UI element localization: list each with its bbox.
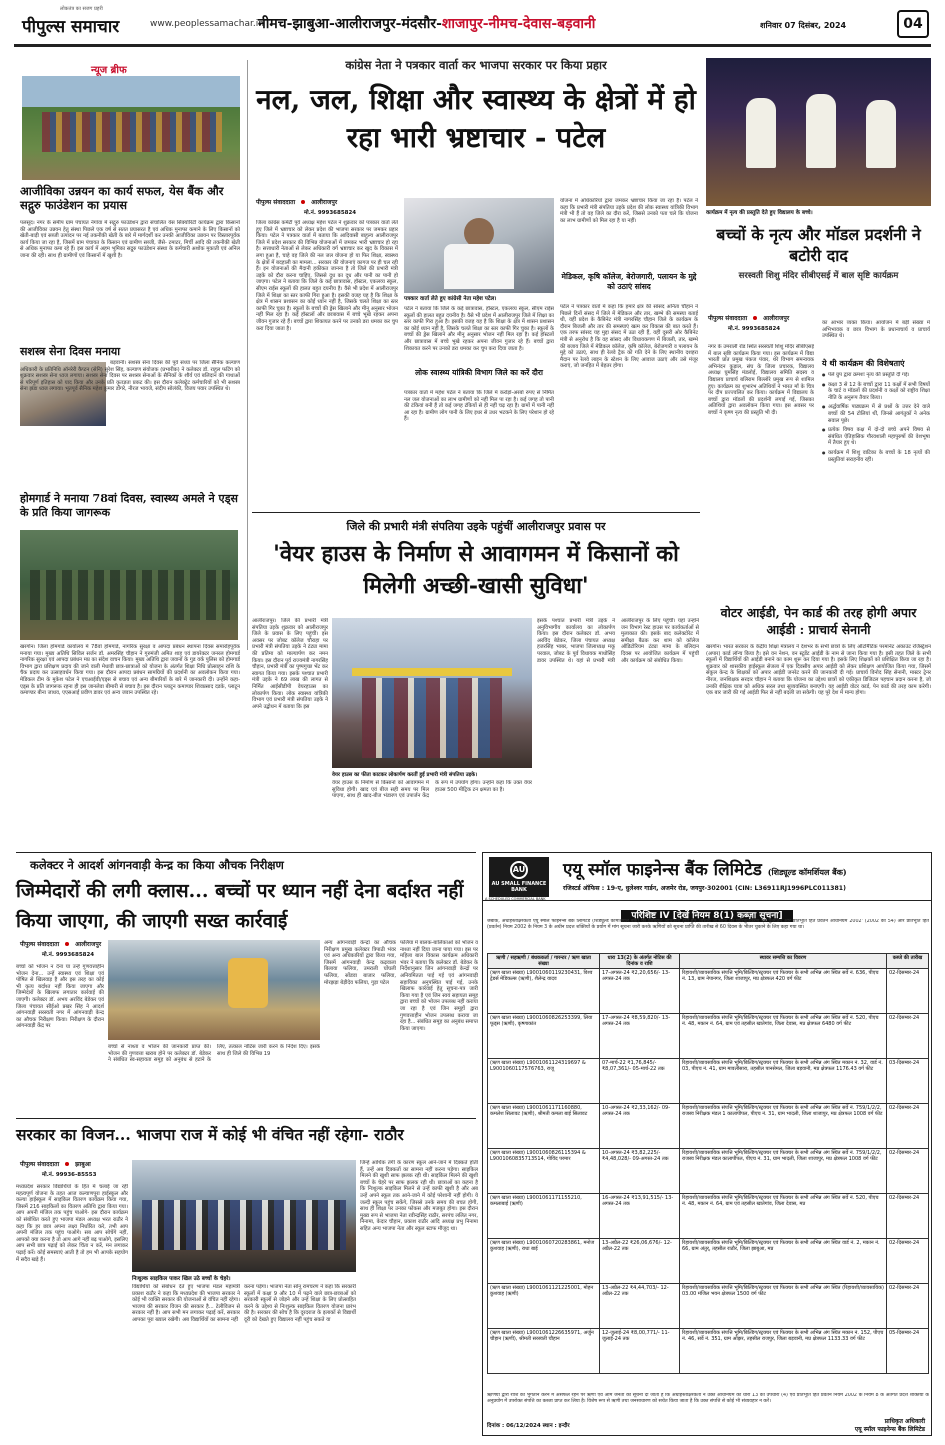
notice-cell-property: रिहायशी/व्यावसायिक संपत्ति भूमि/बिल्डिंग/स्ट्रक्चर एवं फिक्चर के सभी अभिन्न अंग स्थित वार्ड नं. 2, मकान नं. 66, ग्राम अंतुर्, तहसील राठौर, जिला झाबुआ, मप्र — [680, 1239, 887, 1284]
story-apaar-id — [706, 604, 931, 846]
notice-cell-borrower: (ऋण खाता संख्या) L9001061171160880, कमलेश सिलावट (ऋणी), श्रीमती कमला बाई सिलावट — [488, 1104, 600, 1149]
notice-cell-notice: 16-अगस्त-24 ₹13,91,515/- 13-अगस्त-24 तक — [600, 1194, 680, 1239]
notice-cell-notice: 07-मार्च-22 ₹1,76,845/- ₹8,07,361/- 05-मार्च-22 तक — [600, 1059, 680, 1104]
story4-body-col3: करना पड़ेगा। भाजपा नेता सोनू रामचरण ने कहा कि सरकारी स्कूलों में कक्षा 9 और 10 में पढ़ने वाले छात्र-छात्राओं को सरकारी स्कूलों से जोड़ने और उन्हें शिक्षा के लिए प्रोत्साहित करने के उद्देश्य से निःशुल्क साइकिल वितरण योजना प्रारंभ की है। सरकार की सोच है कि दूरदराज के इलाकों से विद्यार्थी दूरी को देखते हुए विद्यालय नहीं पहुंच सकते या — [244, 1284, 356, 1323]
notice-cell-borrower: (ऋण खाता संख्या) L9001060826253399, लिया फूड्स (ऋणी), कृष्णाकांत — [488, 1014, 600, 1059]
story2-kicker: जिले की प्रभारी मंत्री संपतिया उइके पहुंचीं आलीराजपुर प्रवास पर — [346, 520, 606, 533]
story1-mobile: मो.नं. 9993685824 — [304, 210, 357, 216]
story-children-dance — [706, 58, 931, 608]
section-rule-2 — [16, 852, 476, 853]
news-brief-column — [16, 56, 242, 913]
story1-body-col3: योजना में अधिकारियों द्वारा जमकर भ्रष्टाचार किया जा रहा है। पटेल ने कहा कि प्रभारी मंत्री संपतिया उइके प्रदेश की लोक स्वास्थ्य यांत्रिकी विभाग मंत्री भी हैं तो वह जिले का दौरा करें, जिससे उनको पता चले कि योजना का लाभ ग्रामीणों को मिल रहा है या नहीं। — [560, 198, 698, 224]
notice-cell-property: रिहायशी/व्यावसायिक संपत्ति भूमि/बिल्डिंग/स्ट्रक्चर एवं फिक्चर के सभी अभिन्न अंग स्थित सर्वे नं. 520, पीएच नं. 48, मकान नं. 64, ग्राम एवं तहसील खातेगांव, जिला देवास, मप्र क्षेत्रफल 6480 वर्ग फीट — [680, 1014, 887, 1059]
apaar-body: खरगोन। भारत सरकार के केंद्रीय शिक्षा मंत्रालय ने देशभर के सभी छात्रों के लिए ऑटोमैटिक परमानेंट अकाउंट रजिस्ट्रेशन (अपार) कार्ड लॉन्च किया है। इसे वन नेशन, वन स्टूडेंट आईडी के नाम से जाना किया गया है। इसी तहत जिले के सभी स्कूलों में विद्यार्थियों की आईडी बनाने का काम शुरू कर दिया गया है। इसके लिए शिक्षकों को प्रशिक्षित किया जा रहा है। शुक्रवार को शासकीय हाईस्कूल सेजला में एक दिवसीय अपार आईडी को लेकर प्रशिक्षण आयोजित किया गया, जिसमें संकुल केन्द्र के शिक्षकों को अपार आईडी जनरेट करने की जानकारी दी गई। प्राचार्य विनोद सिंह सेनानी, मास्टर ट्रेनर नीरज, जनशिक्षक सरदार चौहान ने बताया कि योजना का उद्देश्य छात्रों को एकीकृत डिजिटल पहचान प्रदान करना है, जो उनकी शैक्षिक यात्रा को अधिक सरल तथा सुव्यवस्थित बनाएगी। यह आईडी वोटर कार्ड, पेन कार्ड की तरह काम करेगी। एक बार जारी की गई आईडी फिर से नहीं बदली जा सकेगी। यह पूरे देश में मान्य होगा। — [706, 644, 931, 697]
feature-bullet: ● अर्द्धवार्षिक पाठ्यक्रम में से प्रश्नों के उत्तर देने वाले बच्चों की 54 टोलियां थीं, जिनसे आगंतुकों ने अनेक सवाल पूछे। — [822, 404, 930, 424]
notice-row — [488, 1059, 929, 1104]
story1-body-col3b: पटेल ने पत्रकार वार्ता में कहा कि हमारे क्षेत्र की सांसद अनिता चौहान ने पिछले दिनों संसद में जिले में मेडिकल और तार, खम्भे की समस्या बताई थी, वहीं प्रदेश के कैबिनेट मंत्री नागरसिंह चौहान जिले के कार्यक्रम के दौरान बिजली और तार की समस्याएं खत्म कर विकास की बात करते हैं। एक तरफ सांसद यह मुद्दा संसद में उठा रही हैं, वहीं दूसरी ओर कैबिनेट मंत्री से अनुरोध है कि वह सांसद और विधायकगण में बिजली, तार, खम्भे की बजाय जिले में मेडिकल कॉलेज, कृषि कॉलेज, बेरोजगारी व पलायन के मुद्दे को उठाएं, साथ ही रेलवे ट्रैक को गति देने के लिए स्थानीय दशहरा मैदान पर रेलवे लाइन के स्टेशन के लिए आवाज उठाएं और उसे मंजूर कराएं, जो जनहित में बेहतर होगा। — [560, 304, 698, 370]
notice-row — [488, 1149, 929, 1194]
edition-cities-2: शाजापुर-नीमच-देवास-बड़वानी — [441, 16, 596, 32]
dance-mobile: मो.नं. 9993685824 — [728, 326, 781, 332]
au-bank-logo-sub: A SCHEDULED COMMERCIAL BANK — [485, 897, 546, 901]
story3-body-col4: फलिया में बालक-बालिकाओं को भोजन व नाश्ता नहीं दिया जाना पाया गया। इस पर महिला बाल विकास कार्यक्रम अधिकारी भंवर ने बताया कि कलेक्टर डॉ. बेडेकर के निर्देशानुसार जिन आंगनवाड़ी केन्द्रों पर अनियमितता पाई गई एवं आंगनवाड़ी सहायिका अनुपस्थित पाई गई, उनके खिलाफ कार्रवाई हेतु सूचना-पत्र जारी किया गया है एवं जिन स्वयं सहायता समूह द्वारा बच्चों को भोजन उपलब्ध नहीं कराया जा रहा है एवं जिन समूहों द्वारा गुणवत्ताहीन भोजन उपलब्ध कराया जा रहा है... संबंधित समूह का अनुबंध समाप्त किया जाएगा। — [400, 940, 478, 1032]
story3-body-col2: बच्चों से नाश्ता व भोजन की जानकारी प्राप्त की। भोजन की गुणवत्ता खराब होने पर कलेक्टर डॉ. बेडेकर ने संबंधित स्व-सहायता समूह को अनुबंध से हटाने के लिए, तत्काल नोटिस जारी करने के निर्देश दिए। इसके साथ ही जिले की विभिन्न 19 — [108, 1044, 320, 1064]
dance-photo-caption: कार्यक्रम में नृत्य की प्रस्तुति देते हुए विद्यालय के बच्चे। — [706, 210, 813, 216]
story4-byline: पीपुल्स संवाददाता झाबुआ — [20, 1161, 91, 1168]
story1-byline: पीपुल्स संवाददाता आलीराजपुर — [256, 199, 338, 206]
masthead-logo: पीपुल्स समाचार — [22, 17, 120, 37]
story-corruption — [252, 58, 700, 508]
brief2-headline: सशस्त्र सेना दिवस मनाया — [20, 345, 121, 358]
story2-caption: वेयर हाउस का फीता काटकर लोकार्पण करतीं हुईं प्रभारी मंत्री संपतिया उइके। — [332, 772, 478, 778]
children-dance-photo — [706, 58, 931, 206]
story4-body-col2: विद्यार्थियों को संबोधन देते हुए भाजपा मंडल महामंत्री प्रकाश राठौर ने कहा कि मध्यप्रदेश की भाजपा सरकार ने कोई भी व्यक्ति सरकार की योजनाओं से वंचित नहीं रहेगा। भाजपा की सरकार विजन की सरकार है... टेलीविजन से सरकार नहीं है। आप सभी मन लगाकर पढ़ाई करें, सरकार आपका पूरा ख्याल रखेगी। अब विद्यार्थियों का सामना नहीं — [132, 1284, 240, 1323]
notice-row — [488, 1194, 929, 1239]
notice-cell-property: रिहायशी/व्यावसायिक संपत्ति भूमि/बिल्डिंग/स्ट्रक्चर एवं फिक्चर के सभी अभिन्न अंग स्थित (रिहायशी/व्यावसायिक) 03.00 मंजिल भवन क्षेत्रफल 1500 वर्ग फीट — [680, 1284, 887, 1329]
notice-header-date: कब्जे की तारीख — [887, 954, 929, 969]
notice-cell-borrower: (ऋण खाता संख्या) L9001061171155210, कमलाबाई (ऋणी) — [488, 1194, 600, 1239]
au-bank-address: रजिस्टर्ड ऑफिस : 19-ए, धुलेश्वर गार्डन, अजमेर रोड, जयपुर-302001 (CIN: L36911RJ1996PLC011381) — [563, 885, 846, 892]
brief3-body: खरगोन। जिला होमगार्ड कार्यालय में 78वां होमगार्ड, नागरिक सुरक्षा व आपदा प्रबंधन स्थापना दिवस समारोहपूर्वक मनाया गया। मुख्य अतिथि सिविल सर्जन डॉ. अमरसिंह चौहान ने गुरुमंजी अमित शाह एवं डायरेक्टर जनरल होमगार्ड नागरिक सुरक्षा एवं आपदा प्रबंधन मप्र का संदेश वाचन किया। मुख्य अतिथि द्वारा जवानों के गुड वर्क पुलिस को होमगार्ड विभाग द्वारा प्रशिक्षण प्रदाय की जाने वाली मेधावी छात्र-छात्राओं को योजना के अंतर्गत शिक्षा निधि प्रोत्साहन राशि के चैक प्रदाय कर उत्साहवर्धन किया गया। इस दौरान आपदा प्रबंधन सामग्रियों की प्रदर्शनी का अवलोकन किया गया। मेडिकल टीम के मुकेश पटेल ने एचआईवी/एड्स से बचाव एवं अन्य बीमारियों के बारे में जानकारी दी। उन्होंने कहा- एड्स के प्रति जागरूक रहना ही इस जानलेवा बीमारी से बचाव है। इस दौरान प्लाटून कमाण्डर शिवप्रसाद दडके, प्लाटून कमाण्डर बीना जाधव, एएसआई प्रवीण डावर एवं अन्य जवान उपस्थित रहे। — [20, 644, 240, 697]
notice-cell-borrower: (ऋण खाता संख्या) L9001060720283861, मनोज कुशवाह (ऋणी), राधा बाई — [488, 1239, 600, 1284]
notice-cell-date: 05-दिसम्बर-24 — [887, 1329, 929, 1374]
notice-row — [488, 1014, 929, 1059]
story4-mobile: मो.नं. 99936-85553 — [42, 1172, 97, 1178]
edition-cities-1: नीमच-झाबुआ-आलीराजपुर-मंदसौर- — [258, 16, 442, 32]
masthead-website[interactable]: www.peoplessamachar.in — [150, 19, 264, 29]
notice-cell-notice: 10-अगस्त-24 ₹3,82,225/- ₹4,48,028/- 09-अगस्त-24 तक — [600, 1149, 680, 1194]
story1-subhead-college: मेडिकल, कृषि कॉलेज, बेरोजगारी, पलायन के मुद्दे को उठाएं सांसद — [561, 272, 697, 291]
au-bank-logo: AU AU SMALL FINANCE BANK — [489, 857, 549, 897]
story3-body-col1: बच्चों को भोजन न देना या उन्हें गुणवत्ताहीन भोजन देना... उन्हें स्वास्थ्य एवं शिक्षा एवं पोषित से खिलवाड़ है और इस तरह का कोई भी कृत्य बर्दाश्त नहीं किया जाएगा और जिम्मेदारों के खिलाफ लगातार कार्रवाई की जाएगी। कलेक्टर डॉ. अभय अरविंद बेडेकर एवं जिला पंचायत सीईओ प्रखर सिंह ने आदर्श आंगनवाड़ी सरस्वती नगर में आंगनवाड़ी केन्द्र का औचक निरीक्षण किया। निरीक्षण के दौरान आंगनवाड़ी केंद्र पर — [16, 964, 104, 1030]
notice-place-date: दिनांक : 06/12/2024 स्थान : इन्दौर — [487, 1423, 570, 1429]
brief2-body: बड़वानी। सशस्त्र सेना दिवस की पूर्व संध्या पर जिला सैनिक कल्याण अधिकारी के प्रतिनिधि ऑनरेरी कैप्टन (सेनि) सुरेश सिंह, कल्याण संयोजक (प्रभारीक) ने कलेक्टर डॉ. राहुल फटिंग को शुक्रवार सशस्त्र सेना ध्वज लगाया। सशस्त्र सेना दिवस पर सशस्त्र सेनाओं के सैनिकों के शौर्य एवं बलिदान की गाथाओं से परिपूर्ण इतिहास को याद किया और उनके प्रति कृतज्ञता प्रकट की। इस दौरान कलेक्ट्रेट कर्मचारियों को भी सशस्त्र सेना झंडा ध्वज लगाया। भूतपूर्व सैनिक महेश कुमार डोंगरे, नीरज भायजे, संदीप सोलंकी, विजय पवार उपस्थित थे। — [20, 360, 240, 393]
bullet-dot-icon: ● — [822, 427, 826, 433]
column-divider — [247, 60, 248, 650]
notice-table — [487, 953, 929, 1374]
notice-cell-date: 02-दिसम्बर-24 — [887, 1149, 929, 1194]
notice-row — [488, 1239, 929, 1284]
bullet-dot-icon: ● — [822, 381, 826, 387]
feature-bullet: ● पेले ग्रुप द्वारा क्रमशः नृत्य की प्रस्तुति दी गई। — [822, 372, 910, 378]
notice-cell-notice: 17-अगस्त-24 ₹8,59,820/- 13-अगस्त-24 तक — [600, 1014, 680, 1059]
notice-cell-notice: 13-अप्रैल-22 ₹4,44,703/- 12-अप्रैल-22 तक — [600, 1284, 680, 1329]
story2-body-left: आलीराजपुर। जिले की प्रभारी मंत्री संपतिया उइके शुक्रवार को आलीराजपुर जिले के प्रवास के लिए पहुंचीं। इस अवसर पर जोबट कॉलेज चौराहा पर प्रभारी मंत्री संपतिया उइके ने टंट्या मामा की प्रतिमा को माल्यार्पण कर नमन किया। इस दौरान पूर्व राज्यमंत्री नागरसिंह चौहान, प्रभारी मंत्री का पुष्पगुच्छ भेंट कर स्वागत किया गया। इसके पश्चात प्रभारी मंत्री उइके ने 69 लाख की लागत से निर्मित आईसीडीपी वेयरहाउस का लोकार्पण किया। लोक स्वास्थ्य यांत्रिकी विभाग एवं प्रभारी मंत्री संपतिया उइके ने अपने उद्बोधन में बताया कि इस — [252, 618, 328, 710]
dance-kicker: सरस्वती शिशु मंदिर सीबीएसई में बाल सृष्टि कार्यक्रम — [738, 271, 899, 281]
dance-features-list — [822, 372, 930, 608]
notice-header-borrower: ऋणी / सहऋणी / बंधककर्ता / गारन्टर / ऋण खाता संख्या — [488, 954, 600, 969]
feature-bullet: ● कार्यक्रम में शिशु वाटिका के बच्चों के 18 नृत्यों की प्रस्तुतियां सराहनीय रहीं। — [822, 449, 930, 463]
notice-cell-date: 02-दिसम्बर-24 — [887, 1284, 929, 1329]
notice-cell-date: 02-दिसम्बर-24 — [887, 1194, 929, 1239]
masthead — [0, 0, 945, 52]
press-conference-photo — [404, 198, 554, 293]
notice-row — [488, 969, 929, 1014]
notice-cell-property: रिहायशी/व्यावसायिक संपत्ति भूमि/बिल्डिंग/स्ट्रक्चर एवं फिक्चर के सभी अभिन्न अंग स्थित सर्वे नं. 520, पीएच नं. 48, मकान नं. 64, ग्राम एवं तहसील खातेगांव, जिला देवास, मप्र — [680, 1194, 887, 1239]
bicycle-distribution-photo — [132, 1160, 356, 1272]
story3-headline: जिम्मेदारों की लगी क्लास... बच्चों पर ध्यान नहीं देना बर्दाश्त नहीं किया जाएगा, की जाएगी सख्त कार्रवाई — [16, 880, 464, 932]
au-logo-icon: AU — [510, 861, 528, 879]
story1-body-col1: जिला कांग्रेस कमेटी पूर्व अध्यक्ष महेश पटेल ने शुक्रवार को पत्रकार वार्ता लेते हुए जिले में भ्रष्टाचार को लेकर प्रदेश की भाजपा सरकार पर जमकर प्रहार किया। पटेल ने पत्रकार वार्ता में बताया कि आदिवासी बाहुल्य आलीराजपुर जिले में प्रदेश सरकार की विभिन्न योजनाओं में जमकर भारी भ्रष्टाचार हो रहा है। सत्ताधारी नेताओं से लेकर अधिकारी वर्ग भ्रष्टाचार कर खुद के विकास में लगा हुआ है, चाहे वह जिले की नल जल योजना हो या फिर शिक्षा, स्वास्थ्य के क्षेत्रों में बदहाली का मामला... सरकार की योजनाएं कागज पर ही चल रही हैं। इन योजनाओं की मैदानी हकीकत जानना है तो जिले की प्रभारी मंत्री उइके को दौरा करना चाहिए, जिससे दूध का दूध और पानी का पानी हो जाएगा। पटेल ने बताया कि जिले के कई छात्रावास, हॉस्टल, एकलव्य स्कूल, सीएम राईस स्कूलों की हालत बहुत दयनीय है। वैसे भी प्रदेश में आलीराजपुर जिले में शिक्षा का स्तर काफी गिरा हुआ है। इसकी वजह यह है कि शिक्षा के क्षेत्र में शासन प्रशासन का कोई ध्यान नहीं है, जिसके चलते शिक्षा का स्तर काफी गिर चुका है। स्कूलों के बच्चों की ड्रेस खिलाने और मीनू अनुसार भोजन नहीं मिल रहा है। कई हॉस्टलों और छात्रावास में बच्चे भूखे रहकर अपना जीवन गुजार रहे हैं। बच्चों द्वारा शिकायत करने पर उनको डरा धमका कर चुप करा दिया जाता है। — [256, 220, 398, 332]
notice-row — [488, 1284, 929, 1329]
notice-cell-notice: 10-अगस्त-24 ₹2,33,162/- 09-अगस्त-24 तक — [600, 1104, 680, 1149]
story4-caption: निःशुल्क साइकिल पाकर खिल उठे बच्चों के चेहरे। — [132, 1276, 231, 1282]
section-rule-3 — [16, 1118, 476, 1119]
notice-cell-borrower: (ऋण खाता संख्या) L9001061124319697 & L9001060117576763, राजू — [488, 1059, 600, 1104]
story4-body-col1: मध्यप्रदेश सरकार विद्यार्थियों के हित में चलाई जा रही महत्वपूर्ण योजना के तहत आज कल्याणपुरा हाईस्कूल और कल्या हाईस्कूल में साइकिल वितरण कार्यक्रम किया गया, जिसमें 216 साइकिलों का वितरण अतिथि द्वारा किया गया। आप अपनी मंजिल तक पहुंच पाओगे- इस दौरान कार्यक्रम को संबोधित करते हुए भाजपा मंडल अध्यक्ष भरत राठौर ने कहा कि हर छात्र अपना लक्ष्य निर्धारित करे, तभी आप अपनी मंजिल तक पहुंच पाओगे। सब आप सोचेंगे नहीं, आपको क्या करना है तो आप आगे नहीं बढ़ पाओगे, इसलिए आप सभी छात्र पढ़ाई को लेकर चिंता न करें, मन लगाकर पढ़ाई करें। कोई समस्याएं आती है तो हम भी आपके सहयोग में सदैव खड़े हैं। — [16, 1184, 128, 1263]
apaar-headline: वोटर आईडी, पेन कार्ड की तरह होगी अपार आईडी : प्राचार्य सेनानी — [720, 605, 917, 637]
bullet-dot-icon: ● — [822, 372, 826, 377]
homeguard-day-photo — [20, 530, 238, 640]
story4-body-col4: जिन्हें आर्थिक तंगी के कारण स्कूल आने-जाने में दिक्कतें होती हैं, उन्हें अब दिक्कतों का सामना नहीं करना पड़ेगा। साइकिल मिलने की खुशी साफ झलक रही थी। साइकिल मिलने की खुशी बच्चों के चेहरे पर साफ झलक रही थी। छात्राओं का कहना है कि निःशुल्क साइकिल मिलने से उन्हें काफी खुशी है और अब उन्हें अपने स्कूल तक आने-जाने में कोई परेशानी नहीं होगी। ये जल्दी स्कूल पहुंच सकेंगे, जिससे उनके समय की बचत होगी, साथ ही शिक्षा पर उनका फोकस और मजबूत होगा। इस दौरान मुख्य रूप से भाजपा नेता रवीन्द्रसिंह राठौर, सरपंच ललित नगर, निनामा, केदार चौहान, प्रकाश राठौर आदि अध्यक्ष प्रभु निनामा सहित अन्य भाजपा नेता और स्कूल स्टाफ मौजूद था। — [360, 1160, 478, 1232]
notice-signatory: प्राधिकृत अधिकारी एयू स्मॉल फाइनेन्स बैंक लिमिटेड — [854, 1418, 925, 1433]
dance-body-col2: का आभार व्यक्त किया। आयोजन में बड़ी संख्या में अभिभावक व छात्र विभाग के प्रधानाचार्य व प्राचार्य उपस्थित थे। — [822, 320, 930, 340]
story3-byline: पीपुल्स संवाददाता आलीराजपुर — [20, 941, 102, 948]
notice-row — [488, 1104, 929, 1149]
story1-headline: नल, जल, शिक्षा और स्वास्थ्य के क्षेत्रों में हो रहा भारी भ्रष्टाचार - पटेल — [256, 83, 696, 154]
masthead-date: शनिवार 07 दिसंबर, 2024 — [760, 21, 847, 30]
story2-body-right: इसके पश्चात प्रभारी मंत्री उइके ने अनुविभागीय कार्यालय का लोकार्पण किया। इस दौरान कलेक्टर डॉ. अभय अरविंद बेडेकर, जिला पंचायत अध्यक्ष हजरसिंह भाबर, भाजपा जिलाध्यक्ष मकू परवाल, जोबट के पूर्व विधायक माधोसिंह डावर उपस्थित थे। यहां से प्रभारी मंत्री आलीराजपुर के लिए पहुंचीं। यहां उन्होंने जन विभाग रेस्ट हाउस पर कार्यकर्ताओं से मुलाकात की। इसके बाद कलेक्टोरेट में समीक्षा बैठक कर शाम को कॉलेज ऑडिटोरियम टंट्या मामा के बलिदान दिवस पर आयोजित कार्यक्रम में पहुंचीं और कार्यक्रम को संबोधित किया। — [537, 618, 699, 664]
au-bank-header — [483, 853, 931, 901]
notice-cell-borrower: (ऋण खाता संख्या) L9001060826115394 & L9001060835713514, गोविंद परमार — [488, 1149, 600, 1194]
masthead-rule — [14, 44, 931, 47]
masthead-tagline: लोकतंत्र का सजग प्रहरी — [60, 6, 103, 12]
dance-headline: बच्चों के नृत्य और मॉडल प्रदर्शनी ने बटोरी दाद — [716, 225, 921, 265]
au-bank-possession-notice — [482, 852, 932, 1436]
notice-intro: जबकि, अधोहस्ताक्षरकर्ता एयू स्मॉल फाइनेन्स बैंक लिमिटेड (शिड्यूल्ड कॉमर्शियल बैंक) का प्राधिकृत अधिकारी होते हुए 'वित्तीय आस्तियों का प्रतिभूतिकरण एवं पुनर्गठन और प्रतिभूति हित प्रवर्तन अधिनियम 2002' (2002 का 54) और प्रतिभूति हित (प्रवर्तन) नियम 2002 के नियम 3 के अधीन प्रदत्त शक्तियों के प्रयोग में मांग सूचना जारी करके ऋणियों को सूचना प्राप्ति की तारीख से 60 दिवस के भीतर चुकाने के लिए कहा गया था। — [487, 919, 929, 930]
bullet-dot-icon: ● — [822, 449, 826, 455]
notice-header-property: स्थावर सम्पत्ति का विवरण — [680, 954, 887, 969]
notice-cell-notice: 17-अगस्त-24 ₹2,20,656/- 13-अगस्त-24 तक — [600, 969, 680, 1014]
brief1-body: पलसूद। नगर के समीप ग्राम पंचायत नेगांवा में सद्गुरु फाउंडेशन द्वारा संचालित येस सिक्योरिटी कार्यक्रम द्वारा किसानों की आजीविका उन्नयन हेतु संस्था पिछले एक वर्ष से सतत प्रयासरत है एवं अधिक मुनाफा कमाने के लिए किसानों को खेती-बाड़ी एवं सब्जी उत्पादन पर नई तकनीकी खेती के बारे में मार्गदर्शी कर उनकी आजीविका उन्नयन पर विस्तारपूर्वक कार्य किया जा रहा है, जिसमें ग्राम पंचायत के किसान एवं ग्रामीण सब्जी, जैसे- टमाटर, मिर्ची आदि की तकनीकी खेती से अधिक मुनाफा कमा रहे हैं। इस कार्य में अहम भूमिका सद्गुरु फाउंडेशन संस्था के कर्मचारी अशोक मुकाती एवं अनिल जाना की रही। साथ ही ग्रामीणों एवं किसानों में खुशी है। — [20, 220, 240, 259]
story3-body-col3: अन्य आंगनवाड़ी केन्द्रों का औचक निरीक्षण प्रमुख कलेक्टर त्रिपाठी भंवर एवं अन्य अधिकारियों द्वारा किया गया, जिसमें आंगनवाड़ी केन्द्र कढ़वाला बिलाया फलिया, उमराली घोंघली फलिया, सोंडवा बाजार फलिया, मोरझड़ा बेड़ीदेव फलिया, गुड़ा पटेल — [324, 940, 396, 986]
bullet-dot-icon: ● — [822, 404, 826, 410]
story1-body-col2b: पत्रकार वार्ता में महेश पटेल ने बताया कि जिले में करोड़ों-अरबों रुपए से निर्मित नल जल योजनाओं का लाभ ग्रामीणों को नहीं मिल पा रहा है। कई जगह तो पानी की टंकियां बनी हैं तो कई जगह टंकियों से ही नहीं चढ़ रहा है। ग्रामों में पानी नहीं आ रहा है। ग्रामीण लोग पानी के लिए इधर से उधर भटकने के लिए परेशान हो रहे हैं। — [404, 390, 554, 423]
notice-cell-notice: 12-जुलाई-24 ₹8,00,771/- 11-जुलाई-24 तक — [600, 1329, 680, 1374]
page-number: 04 — [897, 10, 929, 38]
news-brief-label: न्यूज ब्रीफ — [91, 65, 127, 76]
story4-headline: सरकार का विजन... भाजपा राज में कोई भी वंचित नहीं रहेगा- राठौर — [16, 1125, 404, 1144]
edition-bar — [258, 14, 595, 33]
notice-cell-borrower: (ऋण खाता संख्या) L9001061121225001, मोहन कुशवाह (ऋणी) — [488, 1284, 600, 1329]
notice-cell-property: रिहायशी/व्यावसायिक संपत्ति भूमि/बिल्डिंग/स्ट्रक्चर एवं फिक्चर के सभी अभिन्न अंग स्थित सर्वे नं. 759/1/2/2, राजस्व निरीक्षक मंडल 1 कालापीपल, पीएच नं. 31, ग्राम भादली, जिला शाजापुर, मप्र क्षेत्रफल 1008 वर्ग फीट — [680, 1104, 887, 1149]
notice-row — [488, 1329, 929, 1374]
notice-cell-date: 02-दिसम्बर-24 — [887, 1239, 929, 1284]
section-rule — [252, 512, 700, 513]
notice-cell-property: रिहायशी/व्यावसायिक संपत्ति भूमि/बिल्डिंग/स्ट्रक्चर एवं फिक्चर के सभी अभिन्न अंग स्थित सर्वे नं. 636, पीएच नं. 13, ग्राम नेपानगर, जिला शाजापुर, मप्र क्षेत्रफल 420 वर्ग फीट — [680, 969, 887, 1014]
notice-header-demand: धारा 13(2) के अंतर्गत नोटिस की दिनांक व राशि — [600, 954, 680, 969]
story1-caption: पत्रकार वार्ता लेते हुए कांग्रेसी नेता महेश पटेल। — [404, 296, 497, 302]
warehouse-inauguration-photo — [332, 618, 532, 768]
anganwadi-inspection-photo — [108, 940, 320, 1040]
notice-cell-property: रिहायशी/व्यावसायिक संपत्ति भूमि/बिल्डिंग/स्ट्रक्चर एवं फिक्चर के सभी अभिन्न अंग स्थित मकान नं. 152, पीएच नं. 46, सर्वे नं. 351, ग्राम ओझर, तहसील राजपुर, जिला बड़वानी, मप्र क्षेत्रफल 1133.33 वर्ग फीट — [680, 1329, 887, 1374]
dance-body-col1: नगर के उमराली रोड स्थित सरस्वती शिशु मंदिर सीबीएसई में बाल सृष्टि कार्यक्रम किया गया। इस कार्यक्रम में विद्या भारती प्रांत प्रमुख पंकज पंवार, थेरे विभाग समन्वयक अभिनंदन कुड़ाल, संघ के जिला प्रचारक, विद्यालय अध्यक्ष घुमसिंह मंडलोई, विद्यालय समिति सदस्य व विद्यालय प्राचार्य बलिराम बिल्लोरे प्रमुख रूप से शामिल हुए। कार्यक्रम का शुभारंभ अतिथियों ने भारत माँ के चित्र पर दीप प्रज्ज्वलित कर किया। कार्यक्रम में विद्यालय के बच्चों द्वारा मॉडलों की प्रदर्शनी लगाई गई, जिसका अतिथियों द्वारा अवलोकन किया गया। इस अवसर पर बच्चों ने कृष्ण नृत्य की प्रस्तुति भी दी। — [708, 344, 814, 416]
notice-cell-date: 02-दिसम्बर-24 — [887, 1104, 929, 1149]
notice-cell-property: रिहायशी/व्यावसायिक संपत्ति भूमि/बिल्डिंग/स्ट्रक्चर एवं फिक्चर के सभी अभिन्न अंग स्थित सर्वे नं. 759/1/2/2, राजस्व निरीक्षक मंडल कालापीपल, पीएच नं. 31, ग्राम भादली, जिला शाजापुर, मप्र क्षेत्रफल 1008 वर्ग फीट — [680, 1149, 887, 1194]
notice-cell-date: 02-दिसम्बर-24 — [887, 969, 929, 1014]
feature-bullet: ● प्रत्येक विषय कक्ष में दो-दो बच्चे अपने विषय से संबंधित ऐतिहासिक गौरवशाली महापुरुषों की वेशभूषा में तैयार हुए थे। — [822, 427, 930, 447]
brief3-headline: होमगार्ड ने मनाया 78वां दिवस, स्वास्थ्य अमले ने एड्स के प्रति किया जागरूक — [20, 492, 238, 519]
dance-byline: पीपुल्स संवाददाता आलीराजपुर — [708, 315, 790, 322]
story1-subhead-phe: लोक स्वास्थ्य यांत्रिकी विभाग जिले का करें दौरा — [415, 368, 543, 377]
notice-title: परिशिष्ट IV [देखें नियम 8(1) कब्ज़ा सूचना] — [483, 903, 931, 922]
notice-cell-date: 03-दिसम्बर-24 — [887, 1059, 929, 1104]
story1-kicker: कांग्रेस नेता ने पत्रकार वार्ता कर भाजपा सरकार पर किया प्रहार — [345, 58, 607, 72]
brief1-headline: आजीविका उन्नयन का कार्य सफल, येस बैंक और सद्गुरु फाउंडेशन का प्रयास — [20, 184, 224, 212]
dance-features-subhead: ये थी कार्यक्रम की विशेषताएं — [822, 358, 905, 368]
story3-kicker: कलेक्टर ने आदर्श आंगनवाड़ी केन्द्र का किया औचक निरीक्षण — [30, 858, 284, 872]
notice-cell-date: 02-दिसम्बर-24 — [887, 1014, 929, 1059]
farmers-group-photo — [22, 76, 240, 180]
au-bank-title: एयू स्मॉल फाइनेन्स बैंक लिमिटेड (शिड्यूल्ड कॉमर्शियल बैंक) — [563, 860, 847, 880]
notice-cell-property: रिहायशी/व्यावसायिक संपत्ति भूमि/बिल्डिंग/स्ट्रक्चर एवं फिक्चर के सभी अभिन्न अंग स्थित मकान नं. 32, वार्ड नं. 03, पीएच नं. 41, ग्राम मावलीसारा, तहसील पानसेमल, जिला बड़वानी, मप्र क्षेत्रफल 1176.43 वर्ग फीट — [680, 1059, 887, 1104]
notice-cell-notice: 13-अप्रैल-22 ₹26,06,676/- 12-अप्रैल-22 तक — [600, 1239, 680, 1284]
notice-cell-borrower: (ऋण खाता संख्या) L9001060119230431, विश्व ट्रेडर्स मेडिकल्स (ऋणी), शैलेन्द्र यादव — [488, 969, 600, 1014]
story2-body-mid: वेयर हाउस के निर्माण से किसानों को आवागमन में सुविधा होगी। खाद एवं बीज सही समय पर मिल पाएगा, साथ ही खाद-बीज भंडारण एवं उपार्जन केंद्र के रूप में उपयोग होगा। उन्होंने कहा कि उक्त वेयर हाउस 500 मीट्रिक टन क्षमता का है। — [332, 780, 532, 800]
notice-footer: ऋणियों द्वारा राशि का भुगतान करने में असफल रहने पर ऋणी एवं आम जनता को सूचना दी जाती है कि अधोहस्ताक्षरकर्ता ने उक्त अधिनियम की धारा 13 की उपधारा (4) एवं प्रतिभूति हित प्रवर्तन नियम 2002 के नियम 8 के अंतर्गत प्रदत्त शक्तियों के अनुप्रयोग में उपरोक्त संपत्ति का कब्जा प्राप्त कर लिया है। विशेष रूप से ऋणी तथा जनसाधारण को सचेत किया जाता है कि उक्त संपत्ति से कोई भी संव्यवहार न करें। — [487, 1393, 929, 1404]
notice-cell-borrower: (ऋण खाता संख्या) L9001061226635971, अर्जुन चौहान (ऋणी), श्रीमती सरस्वती चौहान — [488, 1329, 600, 1374]
story2-headline: 'वेयर हाउस के निर्माण से आवागमन में किसानों को मिलेगी अच्छी-खासी सुविधा' — [273, 541, 679, 599]
story3-mobile: मो.नं. 9993685824 — [42, 952, 95, 958]
feature-bullet: ● कक्षा 3 से 12 के बच्चों द्वारा 11 कक्षों में सभी विषयों के चार्ट व मॉडलों की प्रदर्शनी व कक्षों को राष्ट्रीय शिक्षा नीति के अनुरूप तैयार किया। — [822, 381, 930, 401]
story1-body-col2: पटेल ने बताया कि जिले के कई छात्रावास, हॉस्टल, एकलव्य स्कूल, सीएम राईस स्कूलों की हालत बहुत दयनीय है। वैसे भी प्रदेश में आलीराजपुर जिले में शिक्षा का स्तर काफी गिरा हुआ है। इसकी वजह यह है कि शिक्षा के क्षेत्र में शासन प्रशासन का कोई ध्यान नहीं है, जिसके चलते शिक्षा का स्तर काफी गिर चुका है। स्कूलों के बच्चों की ड्रेस खिलाने और मीनू अनुसार भोजन नहीं मिल रहा है। कई हॉस्टलों और छात्रावास में बच्चे भूखे रहकर अपना जीवन गुजार रहे हैं। बच्चों द्वारा शिकायत करने पर उनको डरा धमका कर चुप करा दिया जाता है। — [404, 306, 554, 352]
